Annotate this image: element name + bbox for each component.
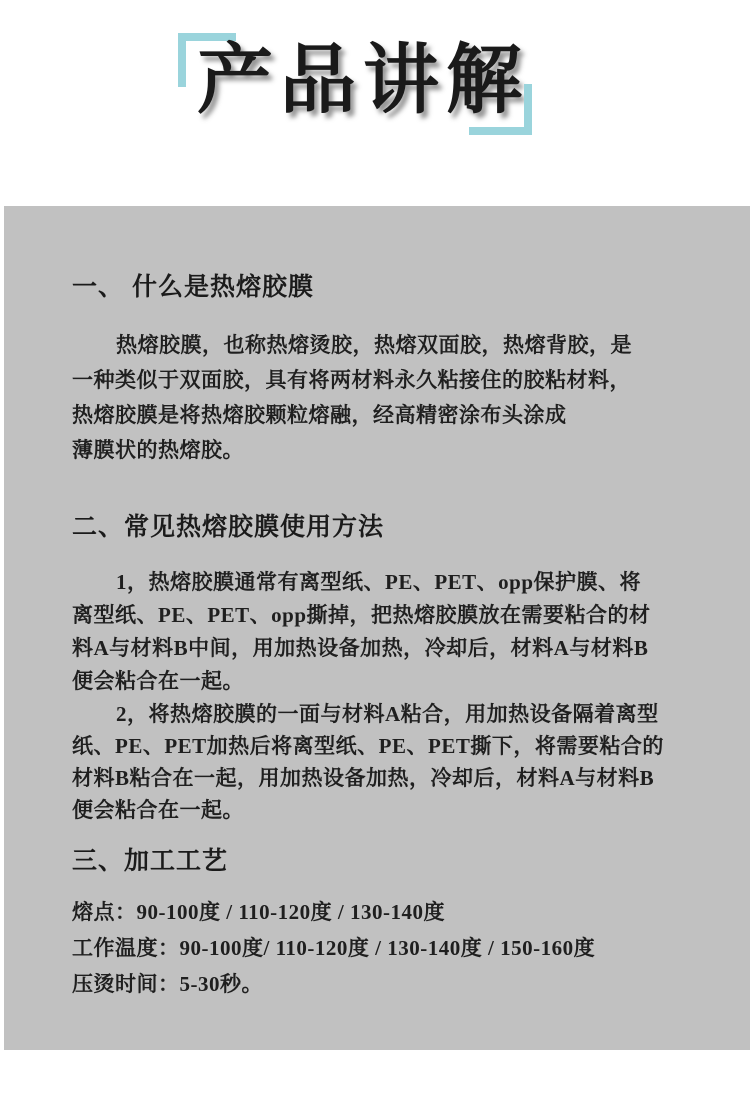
section-2-heading: 二、常见热熔胶膜使用方法 [72,513,385,541]
section-3-specs [72,894,680,1002]
paragraph-line: 1，热熔胶膜通常有离型纸、PE、PET、opp保护膜、将 [116,570,642,594]
paragraph-line: 便会粘合在一起。 [72,798,244,822]
paragraph-line: 料A与材料B中间，用加热设备加热，冷却后，材料A与材料B [72,636,649,660]
paragraph-line: 离型纸、PE、PET、opp撕掉，把热熔胶膜放在需要粘合的材 [72,603,651,627]
paragraph-line: 一种类似于双面胶，具有将两材料永久粘接住的胶粘材料， [72,368,631,392]
paragraph-line: 便会粘合在一起。 [72,669,244,693]
title-bracket-bottom-right-icon [469,84,532,135]
paragraph-line: 材料B粘合在一起，用加热设备加热，冷却后，材料A与材料B [72,766,655,790]
content-panel [4,206,750,1050]
spec-working-temperature: 工作温度：90-100度/ 110-120度 / 130-140度 / 150-160度 [72,936,596,960]
spec-melting-point: 熔点：90-100度 / 110-120度 / 130-140度 [72,900,445,924]
spec-press-time: 压烫时间：5-30秒。 [72,972,263,996]
section-2-paragraph-1 [72,566,680,698]
paragraph-line: 纸、PE、PET加热后将离型纸、PE、PET撕下，将需要粘合的 [72,734,664,758]
header [0,0,750,206]
paragraph-line: 薄膜状的热熔胶。 [72,438,244,462]
section-3-heading: 三、加工工艺 [72,847,229,875]
section-1-heading: 一、 什么是热熔胶膜 [72,273,314,301]
section-2-paragraph-2 [72,698,680,826]
paragraph-line: 热熔胶膜是将热熔胶颗粒熔融，经高精密涂布头涂成 [72,403,567,427]
section-1-paragraph [72,328,680,468]
paragraph-line: 热熔胶膜，也称热熔烫胶，热熔双面胶，热熔背胶，是 [116,333,632,357]
paragraph-line: 2，将热熔胶膜的一面与材料A粘合，用加热设备隔着离型 [116,702,659,726]
page-title: 产品讲解 [197,38,529,123]
